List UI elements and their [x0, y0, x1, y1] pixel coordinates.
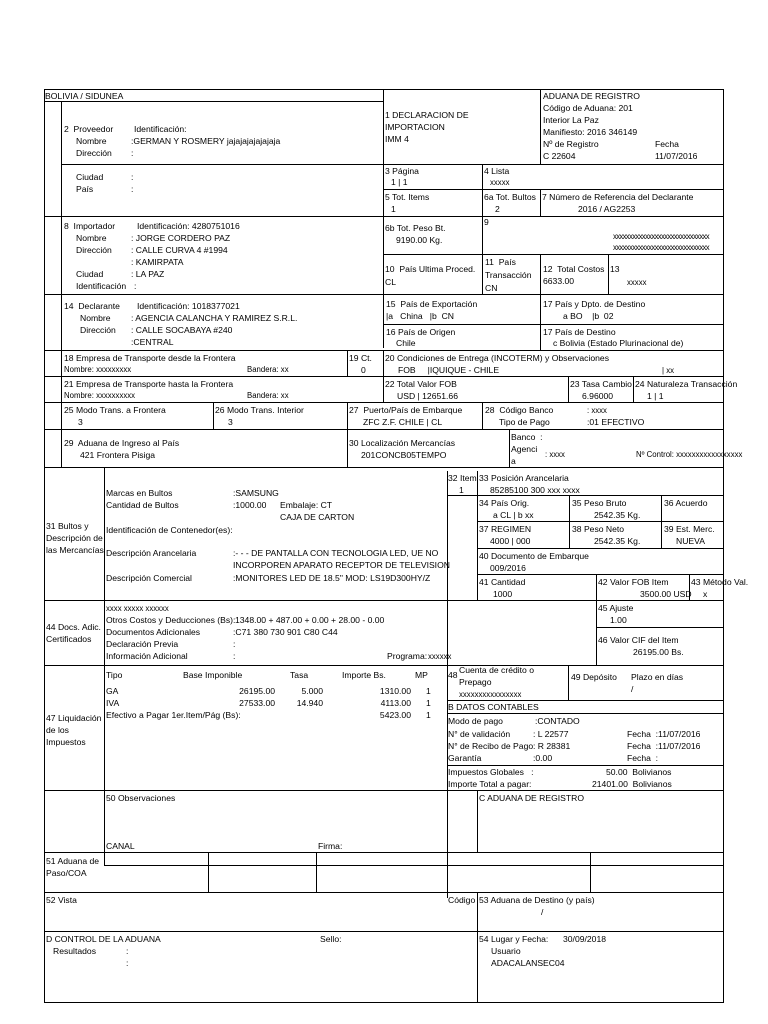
cantidad-bultos-label: Cantidad de Bultos	[106, 500, 179, 510]
lugar-fecha-value: 30/09/2018	[563, 934, 607, 944]
liq-row-mp: 1	[426, 698, 431, 708]
country-label: BOLIVIA / SIDUNEA	[45, 91, 124, 101]
cif-label: 46 Valor CIF del Item	[598, 635, 679, 645]
rule	[482, 402, 483, 429]
rule	[44, 376, 724, 377]
rule	[383, 89, 384, 348]
frame-left	[44, 89, 45, 1002]
impuestos-globales-label: Impuestos Globales :	[448, 767, 534, 777]
liq-header-mp: MP	[415, 670, 428, 680]
liq-row-importe: 4113.00	[380, 698, 411, 708]
pais-transaccion-label1: 11 País	[485, 257, 516, 267]
garantia-label: Garantía	[448, 753, 482, 763]
rule	[44, 600, 724, 601]
credito-label1: Cuenta de crédito o	[459, 665, 535, 675]
importador-identificacion-label: Identificación	[76, 281, 127, 291]
efectivo-label: Efectivo a Pagar 1er.Item/Pág (Bs):	[106, 710, 241, 720]
rule	[44, 467, 724, 468]
liq-row-tasa: 14.940	[296, 698, 323, 708]
importe-total-label: Importe Total a pagar:	[448, 779, 532, 789]
proveedor-pais-label: País	[76, 184, 94, 194]
docs-xxxx: xxxx xxxxx xxxxxx	[106, 604, 169, 613]
aduana-ingreso-label: 29 Aduana de Ingreso al País	[64, 438, 180, 448]
resultados-label: Resultados	[53, 946, 96, 956]
proveedor-nombre-label: Nombre	[76, 136, 107, 146]
programa-label: Programa:	[387, 651, 428, 661]
usuario-label: Usuario	[491, 946, 521, 956]
casilla9-line1: xxxxxxxxxxxxxxxxxxxxxxxxxxxxxx	[613, 232, 709, 241]
rule	[482, 216, 483, 295]
rule	[590, 852, 591, 892]
aduana-destino-label: 53 Aduana de Destino (y país)	[479, 895, 595, 905]
acuerdo-label: 36 Acuerdo	[664, 498, 708, 508]
pais-origen-label: 16 País de Origen	[386, 327, 456, 337]
item-label: 32 Item	[448, 473, 477, 483]
importador-identificacion: Identificación: 4280751016	[137, 221, 240, 231]
item-value: 1	[459, 485, 464, 495]
proveedor-pais: :	[131, 184, 134, 194]
pais-destino-value: a BO |b 02	[563, 311, 614, 321]
comercial-label: Descripción Comercial	[106, 573, 192, 583]
comercial-value: :MONITORES LED DE 18.5" MOD: LS19D300HY/Z	[233, 573, 431, 583]
efectivo-value: 5423.00	[379, 710, 411, 720]
agencia-label: Agenci	[511, 444, 538, 454]
transporte-hasta-nombre: Nombre: xxxxxxxxxx	[64, 391, 136, 400]
control-aduana-label: D CONTROL DE LA ADUANA	[46, 934, 161, 944]
resultados-line1: :	[126, 946, 129, 956]
condiciones-value: FOB |IQUIQUE - CHILE	[398, 365, 500, 375]
est-merc-value: NUEVA	[676, 536, 705, 546]
modo-frontera-label: 25 Modo Trans. a Frontera	[64, 405, 166, 415]
recibo-label: N° de Recibo de Pago	[448, 741, 534, 751]
ct-value: 0	[361, 365, 366, 375]
casilla13-value: xxxxx	[627, 278, 647, 287]
tasa-cambio-value: 6.96000	[582, 391, 614, 401]
rule	[608, 254, 609, 295]
aduana-ingreso-value: 421 Frontera Pisiga	[80, 450, 155, 460]
pagina-value: 1 | 1	[391, 177, 408, 187]
docs-section-label: 44 Docs. Adic. Certificados	[46, 622, 101, 644]
casilla9-line2: xxxxxxxxxxxxxxxxxxxxxxxxxxxxxx	[613, 243, 709, 252]
aduana-registro-title: ADUANA DE REGISTRO	[543, 91, 640, 101]
est-merc-label: 39 Est. Merc.	[664, 524, 715, 534]
peso-bruto-value: 9190.00 Kg.	[396, 235, 443, 245]
rule	[477, 790, 478, 852]
arancelaria-value2: INCORPOREN APARATO RECEPTOR DE TELEVISION	[233, 560, 450, 570]
fob-item-label: 42 Valor FOB Item	[598, 577, 669, 587]
pais-exportacion-label: 15 País de Exportación	[386, 299, 478, 309]
valor-fob-label: 22 Total Valor FOB	[385, 379, 457, 389]
liq-header-importe: Importe Bs.	[342, 670, 386, 680]
importador-nombre: : JORGE CORDERO PAZ	[131, 233, 231, 243]
docs-adicionales-value: :C71 380 730 901 C80 C44	[233, 627, 338, 637]
rule	[383, 189, 724, 190]
codigo-banco-value: : xxxx	[587, 406, 607, 415]
modo-pago-label: Modo de pago	[448, 716, 503, 726]
rule	[383, 164, 724, 165]
arancelaria-label: Descripción Arancelaria	[106, 548, 197, 558]
proveedor-nombre: :GERMAN Y ROSMERY jajajajajajajaja	[131, 136, 281, 146]
pais-orig-value: a CL | b xx	[493, 510, 534, 520]
declaracion-previa-value: :	[233, 639, 236, 649]
firma-label: Firma:	[318, 841, 343, 851]
pais-origen-value: Chile	[396, 338, 416, 348]
banco-label: Banco :	[511, 432, 543, 442]
rule	[477, 521, 724, 522]
rule	[568, 665, 569, 700]
cantidad-value: 1000	[493, 589, 513, 599]
frame-top	[44, 89, 724, 90]
recibo-fecha: Fecha :11/07/2016	[627, 741, 701, 751]
rule	[61, 164, 384, 165]
sello-label: Sello:	[320, 934, 342, 944]
pais-exportacion-value: |a China |b CN	[386, 311, 454, 321]
agencia-label-a: a	[511, 456, 516, 466]
contenedor-label: Identificación de Contenedor(es):	[106, 525, 233, 535]
rule	[447, 471, 448, 898]
rule	[477, 471, 478, 601]
metodo-label: 43 Método Val.	[691, 577, 749, 587]
naturaleza-value: 1 | 1	[647, 391, 664, 401]
puerto-value: ZFC Z.F. CHILE | CL	[363, 417, 443, 427]
ajuste-value: 1.00	[610, 615, 627, 625]
datos-contables-title: B DATOS CONTABLES	[448, 702, 539, 712]
peso-bruto-label: 6b Tot. Peso Bt.	[385, 223, 446, 233]
pagina-label: 3 Página	[385, 166, 419, 176]
marcas-label: Marcas en Bultos	[106, 488, 173, 498]
rule	[44, 852, 724, 853]
agencia-value: : xxxx	[545, 450, 565, 459]
lista-value: xxxxx	[490, 178, 510, 187]
pais-destino2-value: c Bolivia (Estado Plurinacional de)	[553, 338, 684, 348]
pais-transaccion-label2: Transacción	[485, 270, 532, 280]
proveedor-direccion-label: Dirección	[76, 148, 112, 158]
validacion-label: N° de validación	[448, 729, 511, 739]
rule	[44, 350, 724, 351]
declarante-nombre: : AGENCIA CALANCHA Y RAMIREZ S.R.L.	[131, 313, 298, 323]
rule	[447, 495, 724, 496]
casilla9-label: 9	[484, 217, 489, 227]
rule	[383, 254, 724, 255]
pais-transaccion-value: CN	[485, 283, 498, 293]
rule	[540, 254, 541, 295]
peso-neto-label: 38 Peso Neto	[572, 524, 625, 534]
condiciones-label: 20 Condiciones de Entrega (INCOTERM) y Observaciones	[385, 353, 610, 363]
rule	[44, 402, 724, 403]
codigo-banco-label: 28 Código Banco	[485, 405, 554, 415]
tipo-pago-value: :01 EFECTIVO	[587, 417, 645, 427]
modo-frontera-value: 3	[78, 417, 83, 427]
condiciones-extra: | xx	[662, 366, 674, 375]
fecha-label: Fecha	[655, 139, 679, 149]
docs-adicionales-label: Documentos Adicionales	[106, 627, 201, 637]
proveedor-ciudad-label: Ciudad	[76, 172, 104, 182]
info-adicional-value: :	[233, 651, 236, 661]
liq-row-base: 26195.00	[239, 686, 275, 696]
canal-label: CANAL	[106, 841, 135, 851]
importador-ciudad-label: Ciudad	[76, 269, 104, 279]
rule	[633, 376, 634, 403]
posicion-label: 33 Posición Arancelaria	[479, 473, 569, 483]
fob-item-value: 3500.00 USD	[640, 589, 692, 599]
impuestos-globales-value: 50.00 Bolivianos	[606, 767, 672, 777]
declarante-label: 14 Declarante	[64, 301, 120, 311]
proveedor-label: 2 Proveedor	[64, 124, 114, 134]
arancelaria-value: :- - - DE PANTALLA CON TECNOLOGIA LED, UE NO	[233, 548, 439, 558]
posicion-value: 85285100 300 xxx xxxx	[490, 485, 580, 495]
tot-items-value: 1	[391, 204, 396, 214]
efectivo-mp: 1	[426, 710, 431, 720]
rule	[44, 294, 724, 295]
liq-row-tipo: IVA	[106, 698, 120, 708]
cif-value: 26195.00 Bs.	[633, 647, 684, 657]
liq-row-importe: 1310.00	[379, 686, 411, 696]
caja: CAJA DE CARTON	[280, 512, 355, 522]
codigo-aduana: Código de Aduana: 201	[543, 103, 633, 113]
registro-value: C 22604	[543, 151, 576, 161]
rule	[509, 429, 510, 467]
rule	[596, 627, 724, 628]
pais-destino-label: 17 País y Dpto. de Destino	[543, 299, 646, 309]
garantia-value: :0.00	[533, 753, 553, 763]
liq-row-base: 27533.00	[239, 698, 275, 708]
rule	[482, 164, 483, 216]
tipo-pago-label: Tipo de Pago	[499, 417, 550, 427]
info-adicional-label: Información Adicional	[106, 651, 188, 661]
rule	[447, 700, 724, 701]
rule	[383, 324, 724, 325]
declaracion-previa-label: Declaración Previa	[106, 639, 179, 649]
valor-fob-value: USD | 12651.66	[397, 391, 458, 401]
importe-total-value: 21401.00 Bolivianos	[592, 779, 672, 789]
pais-ultima-label: 10 País Ultima Proced.	[385, 264, 476, 274]
casilla13-label: 13	[610, 264, 620, 274]
peso-bruto-item-label: 35 Peso Bruto	[572, 498, 627, 508]
regimen-value: 4000 | 000	[490, 536, 531, 546]
declarante-nombre-label: Nombre	[80, 313, 111, 323]
rule	[596, 574, 597, 665]
importacion-title: IMPORTACION	[385, 122, 445, 132]
importador-ciudad: : LA PAZ	[131, 269, 165, 279]
transporte-frontera-bandera: Bandera: xx	[247, 365, 289, 374]
puerto-label: 27 Puerto/País de Embarque	[349, 405, 463, 415]
tot-bultos-value: 2	[495, 204, 500, 214]
vista-label: 52 Vista	[46, 895, 77, 905]
cantidad-bultos-value: :1000.00	[233, 500, 267, 510]
rule	[208, 852, 209, 892]
total-costos-value: 6633.00	[543, 276, 575, 286]
rule	[477, 548, 724, 549]
referencia-label: 7 Número de Referencia del Declarante	[542, 192, 694, 202]
liq-header-tipo: Tipo	[106, 670, 123, 680]
nro-registro-label: Nº de Registro	[543, 139, 599, 149]
rule	[347, 402, 348, 467]
peso-neto-value: 2542.35 Kg.	[594, 536, 641, 546]
resultados-line2: :	[126, 958, 129, 968]
rule	[104, 467, 105, 865]
rule	[44, 892, 724, 893]
credito-value: xxxxxxxxxxxxxxxx	[459, 690, 522, 699]
interior-label: Interior La Paz	[543, 115, 599, 125]
liq-row-tipo: GA	[106, 686, 119, 696]
transporte-hasta-label: 21 Empresa de Transporte hasta la Frontera	[64, 379, 234, 389]
otros-costos-value: 1348.00 + 487.00 + 0.00 + 28.00 - 0.00	[235, 615, 385, 625]
rule	[316, 852, 317, 892]
bultos-section-label: 31 Bultos y Descripción de las Mercancías	[46, 521, 104, 555]
marcas-value: :SAMSUNG	[233, 488, 279, 498]
rule	[477, 892, 478, 1002]
declarante-direccion-label: Dirección	[80, 325, 116, 335]
tasa-cambio-label: 23 Tasa Cambio	[570, 379, 632, 389]
rule	[44, 101, 384, 102]
lugar-fecha-label: 54 Lugar y Fecha:	[479, 934, 549, 944]
codigo-label: Código	[448, 895, 476, 905]
rule	[213, 402, 214, 429]
importador-nombre-label: Nombre	[76, 233, 107, 243]
embalaje: Embalaje: CT	[280, 500, 333, 510]
tot-items-label: 5 Tot. Items	[385, 192, 430, 202]
embarque-label: 40 Documento de Embarque	[479, 551, 589, 561]
c-aduana-registro-label: C ADUANA DE REGISTRO	[479, 793, 585, 803]
validacion-fecha: Fecha :11/07/2016	[627, 729, 701, 739]
rule	[347, 350, 348, 376]
rule	[61, 101, 62, 467]
tot-bultos-label: 6a Tot. Bultos	[484, 192, 536, 202]
rule	[104, 865, 724, 866]
otros-costos-label: Otros Costos y Deducciones (Bs):	[106, 615, 236, 625]
rule	[44, 429, 724, 430]
embarque-value: 009/2016	[490, 563, 526, 573]
importador-identificacion-value: :	[134, 281, 137, 291]
rule	[568, 376, 569, 403]
rule	[44, 216, 724, 217]
liq-header-base: Base Imponible	[183, 670, 243, 680]
localizacion-value: 201CONCB05TEMPO	[361, 450, 447, 460]
rule	[44, 665, 724, 666]
pais-ultima-value: CL	[385, 277, 396, 287]
liq-header-tasa: Tasa	[290, 670, 309, 680]
localizacion-label: 30 Localización Mercancías	[349, 438, 456, 448]
proveedor-direccion: :	[131, 148, 134, 158]
modo-interior-label: 26 Modo Trans. Interior	[215, 405, 304, 415]
rule	[447, 765, 724, 766]
rule	[44, 931, 724, 932]
transporte-frontera-nombre: Nombre: xxxxxxxxx	[64, 365, 132, 374]
transporte-frontera-label: 18 Empresa de Transporte desde la Frontera	[64, 353, 236, 363]
pais-destino2-label: 17 País de Destino	[543, 327, 616, 337]
naturaleza-label: 24 Naturaleza Transacción	[635, 379, 738, 389]
aduana-destino-value: /	[541, 907, 544, 917]
usuario-value: ADACALANSEC04	[491, 958, 565, 968]
metodo-value: x	[703, 589, 708, 599]
rule	[383, 376, 384, 403]
ajuste-label: 45 Ajuste	[598, 603, 634, 613]
rule	[540, 189, 541, 216]
manifiesto: Manifiesto: 2016 346149	[543, 127, 638, 137]
pais-orig-label: 34 País Orig.	[479, 498, 530, 508]
rule	[383, 350, 384, 377]
lista-label: 4 Lista	[484, 166, 510, 176]
rule	[540, 89, 541, 165]
liq-row-mp: 1	[426, 686, 431, 696]
frame-bottom	[44, 1002, 724, 1003]
ct-label: 19 Ct.	[349, 353, 372, 363]
numero-control: Nº Control: xxxxxxxxxxxxxxxxx	[636, 450, 743, 459]
deposito-value: /	[631, 684, 634, 694]
rule	[44, 790, 724, 791]
transporte-hasta-bandera: Bandera: xx	[247, 391, 289, 400]
declarante-direccion: : CALLE SOCABAYA #240	[131, 325, 233, 335]
importador-direccion: : CALLE CURVA 4 #1994	[131, 245, 228, 255]
liquidacion-section-label: 47 Liquidación de los Impuestos	[46, 713, 102, 747]
proveedor-ciudad: :	[131, 172, 134, 182]
validacion-value: : L 22577	[533, 729, 569, 739]
liq-row-tasa: 5.000	[301, 686, 323, 696]
proveedor-identificacion: Identificación:	[134, 124, 187, 134]
referencia-value: 2016 / AG2253	[578, 204, 636, 214]
regimen-label: 37 REGIMEN	[479, 524, 532, 534]
importador-direccion2: : KAMIRPATA	[131, 257, 184, 267]
fecha-value: 11/07/2016	[655, 151, 698, 161]
modo-interior-value: 3	[228, 417, 233, 427]
peso-bruto-item-value: 2542.35 Kg.	[594, 510, 641, 520]
cantidad-label: 41 Cantidad	[479, 577, 526, 587]
rule	[540, 294, 541, 350]
imm-label: IMM 4	[385, 134, 409, 144]
modo-pago-value: :CONTADO	[535, 716, 580, 726]
declaracion-title: 1 DECLARACION DE	[385, 110, 469, 120]
aduana-paso-label: 51 Aduana de Paso/COA	[46, 856, 100, 878]
programa-value: xxxxxx	[428, 652, 452, 661]
garantia-fecha: Fecha :	[627, 753, 659, 763]
rule	[447, 713, 724, 714]
declarante-identificacion: Identificación: 1018377021	[137, 301, 240, 311]
recibo-value: : R 28381	[533, 741, 571, 751]
total-costos-label: 12 Total Costos	[543, 264, 605, 274]
credito-num: 48	[448, 670, 458, 680]
plazo-label: Plazo en días	[631, 672, 684, 682]
importador-label: 8 Importador	[64, 221, 116, 231]
credito-label2: Prepago	[459, 677, 492, 687]
declarante-direccion2: :CENTRAL	[131, 337, 174, 347]
deposito-label: 49 Depósito	[571, 672, 617, 682]
observaciones-label: 50 Observaciones	[106, 793, 176, 803]
importador-direccion-label: Dirección	[76, 245, 112, 255]
rule	[477, 574, 724, 575]
